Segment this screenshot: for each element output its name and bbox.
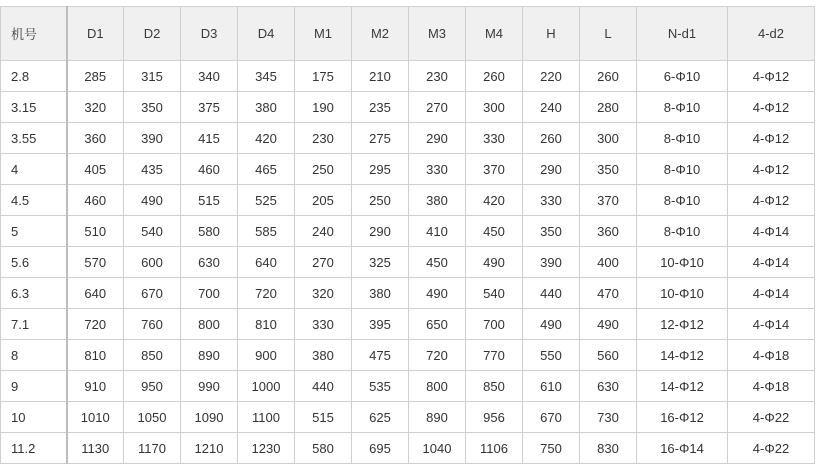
table-cell: 810 bbox=[238, 309, 295, 340]
table-cell: 370 bbox=[580, 185, 637, 216]
table-cell: 260 bbox=[580, 61, 637, 92]
table-cell: 4-Φ12 bbox=[728, 61, 815, 92]
table-cell: 1010 bbox=[67, 402, 124, 433]
table-cell: 290 bbox=[352, 216, 409, 247]
table-cell: 1000 bbox=[238, 371, 295, 402]
table-cell: 205 bbox=[295, 185, 352, 216]
table-cell: 4-Φ18 bbox=[728, 340, 815, 371]
model-number-cell: 11.2 bbox=[1, 433, 67, 464]
column-header: 机号 bbox=[1, 7, 67, 61]
table-cell: 670 bbox=[124, 278, 181, 309]
table-cell: 640 bbox=[67, 278, 124, 309]
table-cell: 250 bbox=[352, 185, 409, 216]
table-cell: 760 bbox=[124, 309, 181, 340]
table-cell: 8-Φ10 bbox=[637, 185, 728, 216]
table-cell: 700 bbox=[466, 309, 523, 340]
table-cell: 1130 bbox=[67, 433, 124, 464]
table-cell: 540 bbox=[466, 278, 523, 309]
table-cell: 1090 bbox=[181, 402, 238, 433]
table-cell: 350 bbox=[580, 154, 637, 185]
table-row bbox=[1, 154, 815, 185]
table-cell: 230 bbox=[295, 123, 352, 154]
table-cell: 6-Φ10 bbox=[637, 61, 728, 92]
model-number-cell: 8 bbox=[1, 340, 67, 371]
table-cell: 830 bbox=[580, 433, 637, 464]
table-cell: 890 bbox=[181, 340, 238, 371]
table-header bbox=[1, 7, 815, 61]
table-cell: 1230 bbox=[238, 433, 295, 464]
table-cell: 810 bbox=[67, 340, 124, 371]
table-cell: 220 bbox=[523, 61, 580, 92]
table-cell: 535 bbox=[352, 371, 409, 402]
table-cell: 515 bbox=[295, 402, 352, 433]
table-cell: 900 bbox=[238, 340, 295, 371]
table-cell: 770 bbox=[466, 340, 523, 371]
table-cell: 1040 bbox=[409, 433, 466, 464]
table-cell: 720 bbox=[409, 340, 466, 371]
table-cell: 330 bbox=[523, 185, 580, 216]
table-cell: 420 bbox=[466, 185, 523, 216]
model-number-cell: 4 bbox=[1, 154, 67, 185]
table-cell: 8-Φ10 bbox=[637, 123, 728, 154]
table-cell: 14-Φ12 bbox=[637, 371, 728, 402]
table-cell: 630 bbox=[580, 371, 637, 402]
table-cell: 580 bbox=[181, 216, 238, 247]
table-cell: 330 bbox=[409, 154, 466, 185]
model-number-cell: 7.1 bbox=[1, 309, 67, 340]
table-cell: 4-Φ14 bbox=[728, 247, 815, 278]
table-cell: 440 bbox=[295, 371, 352, 402]
table-cell: 585 bbox=[238, 216, 295, 247]
table-cell: 360 bbox=[67, 123, 124, 154]
table-cell: 235 bbox=[352, 92, 409, 123]
table-cell: 950 bbox=[124, 371, 181, 402]
table-cell: 4-Φ12 bbox=[728, 154, 815, 185]
dimension-spec-table bbox=[0, 6, 815, 464]
table-cell: 1050 bbox=[124, 402, 181, 433]
table-cell: 330 bbox=[295, 309, 352, 340]
table-cell: 720 bbox=[238, 278, 295, 309]
table-cell: 415 bbox=[181, 123, 238, 154]
table-cell: 400 bbox=[580, 247, 637, 278]
table-cell: 240 bbox=[295, 216, 352, 247]
table-cell: 800 bbox=[409, 371, 466, 402]
table-cell: 295 bbox=[352, 154, 409, 185]
table-cell: 350 bbox=[124, 92, 181, 123]
table-cell: 560 bbox=[580, 340, 637, 371]
table-row bbox=[1, 185, 815, 216]
column-header: D1 bbox=[67, 7, 124, 61]
column-header: M1 bbox=[295, 7, 352, 61]
table-cell: 695 bbox=[352, 433, 409, 464]
column-header: D3 bbox=[181, 7, 238, 61]
table-cell: 730 bbox=[580, 402, 637, 433]
table-row bbox=[1, 340, 815, 371]
table-cell: 510 bbox=[67, 216, 124, 247]
table-cell: 625 bbox=[352, 402, 409, 433]
table-row bbox=[1, 92, 815, 123]
table-body bbox=[1, 61, 815, 464]
column-header: M4 bbox=[466, 7, 523, 61]
table-cell: 285 bbox=[67, 61, 124, 92]
table-cell: 360 bbox=[580, 216, 637, 247]
header-row bbox=[1, 7, 815, 61]
model-number-cell: 9 bbox=[1, 371, 67, 402]
table-cell: 380 bbox=[352, 278, 409, 309]
table-cell: 350 bbox=[523, 216, 580, 247]
table-cell: 1100 bbox=[238, 402, 295, 433]
table-cell: 315 bbox=[124, 61, 181, 92]
table-cell: 4-Φ22 bbox=[728, 433, 815, 464]
table-cell: 345 bbox=[238, 61, 295, 92]
table-cell: 540 bbox=[124, 216, 181, 247]
table-cell: 325 bbox=[352, 247, 409, 278]
table-cell: 390 bbox=[124, 123, 181, 154]
table-cell: 450 bbox=[466, 216, 523, 247]
table-cell: 515 bbox=[181, 185, 238, 216]
table-cell: 380 bbox=[295, 340, 352, 371]
table-row bbox=[1, 278, 815, 309]
model-number-cell: 10 bbox=[1, 402, 67, 433]
table-cell: 600 bbox=[124, 247, 181, 278]
table-cell: 300 bbox=[580, 123, 637, 154]
table-cell: 450 bbox=[409, 247, 466, 278]
table-cell: 580 bbox=[295, 433, 352, 464]
table-row bbox=[1, 61, 815, 92]
table-cell: 670 bbox=[523, 402, 580, 433]
table-cell: 4-Φ12 bbox=[728, 185, 815, 216]
column-header: M2 bbox=[352, 7, 409, 61]
table-cell: 4-Φ18 bbox=[728, 371, 815, 402]
table-cell: 490 bbox=[124, 185, 181, 216]
table-cell: 890 bbox=[409, 402, 466, 433]
table-cell: 4-Φ12 bbox=[728, 123, 815, 154]
model-number-cell: 6.3 bbox=[1, 278, 67, 309]
table-cell: 435 bbox=[124, 154, 181, 185]
table-row bbox=[1, 123, 815, 154]
table-row bbox=[1, 247, 815, 278]
table-cell: 320 bbox=[67, 92, 124, 123]
table-cell: 440 bbox=[523, 278, 580, 309]
table-cell: 16-Φ14 bbox=[637, 433, 728, 464]
table-cell: 630 bbox=[181, 247, 238, 278]
table-cell: 525 bbox=[238, 185, 295, 216]
table-cell: 390 bbox=[523, 247, 580, 278]
table-cell: 1170 bbox=[124, 433, 181, 464]
column-header: H bbox=[523, 7, 580, 61]
table-cell: 175 bbox=[295, 61, 352, 92]
table-cell: 4-Φ12 bbox=[728, 92, 815, 123]
table-cell: 280 bbox=[580, 92, 637, 123]
model-number-cell: 2.8 bbox=[1, 61, 67, 92]
table-row bbox=[1, 433, 815, 464]
table-cell: 4-Φ22 bbox=[728, 402, 815, 433]
column-header: D2 bbox=[124, 7, 181, 61]
table-cell: 320 bbox=[295, 278, 352, 309]
table-cell: 550 bbox=[523, 340, 580, 371]
table-cell: 260 bbox=[523, 123, 580, 154]
table-cell: 4-Φ14 bbox=[728, 278, 815, 309]
table-cell: 270 bbox=[409, 92, 466, 123]
column-header: D4 bbox=[238, 7, 295, 61]
table-cell: 490 bbox=[466, 247, 523, 278]
table-cell: 275 bbox=[352, 123, 409, 154]
table-cell: 260 bbox=[466, 61, 523, 92]
table-cell: 240 bbox=[523, 92, 580, 123]
table-cell: 1106 bbox=[466, 433, 523, 464]
table-cell: 12-Φ12 bbox=[637, 309, 728, 340]
table-cell: 250 bbox=[295, 154, 352, 185]
table-cell: 4-Φ14 bbox=[728, 216, 815, 247]
table-cell: 990 bbox=[181, 371, 238, 402]
table-cell: 420 bbox=[238, 123, 295, 154]
table-cell: 490 bbox=[523, 309, 580, 340]
table-cell: 8-Φ10 bbox=[637, 154, 728, 185]
table-cell: 405 bbox=[67, 154, 124, 185]
model-number-cell: 4.5 bbox=[1, 185, 67, 216]
table-cell: 270 bbox=[295, 247, 352, 278]
table-cell: 4-Φ14 bbox=[728, 309, 815, 340]
table-cell: 850 bbox=[466, 371, 523, 402]
table-cell: 640 bbox=[238, 247, 295, 278]
table-cell: 300 bbox=[466, 92, 523, 123]
table-cell: 956 bbox=[466, 402, 523, 433]
table-row bbox=[1, 216, 815, 247]
table-cell: 850 bbox=[124, 340, 181, 371]
table-cell: 290 bbox=[523, 154, 580, 185]
table-cell: 10-Φ10 bbox=[637, 247, 728, 278]
table-cell: 610 bbox=[523, 371, 580, 402]
table-cell: 14-Φ12 bbox=[637, 340, 728, 371]
table-cell: 490 bbox=[580, 309, 637, 340]
column-header: L bbox=[580, 7, 637, 61]
table-cell: 490 bbox=[409, 278, 466, 309]
table-cell: 395 bbox=[352, 309, 409, 340]
table-cell: 470 bbox=[580, 278, 637, 309]
table-cell: 370 bbox=[466, 154, 523, 185]
table-cell: 700 bbox=[181, 278, 238, 309]
table-cell: 800 bbox=[181, 309, 238, 340]
table-cell: 570 bbox=[67, 247, 124, 278]
table-cell: 290 bbox=[409, 123, 466, 154]
column-header: 4-d2 bbox=[728, 7, 815, 61]
table-cell: 210 bbox=[352, 61, 409, 92]
model-number-cell: 5.6 bbox=[1, 247, 67, 278]
table-cell: 380 bbox=[409, 185, 466, 216]
table-cell: 16-Φ12 bbox=[637, 402, 728, 433]
table-cell: 1210 bbox=[181, 433, 238, 464]
table-cell: 750 bbox=[523, 433, 580, 464]
table-cell: 340 bbox=[181, 61, 238, 92]
table-cell: 375 bbox=[181, 92, 238, 123]
column-header: M3 bbox=[409, 7, 466, 61]
table-cell: 720 bbox=[67, 309, 124, 340]
table-cell: 650 bbox=[409, 309, 466, 340]
table-cell: 475 bbox=[352, 340, 409, 371]
column-header: N-d1 bbox=[637, 7, 728, 61]
table-cell: 380 bbox=[238, 92, 295, 123]
table-cell: 8-Φ10 bbox=[637, 92, 728, 123]
table-cell: 465 bbox=[238, 154, 295, 185]
model-number-cell: 5 bbox=[1, 216, 67, 247]
table-cell: 10-Φ10 bbox=[637, 278, 728, 309]
table-cell: 330 bbox=[466, 123, 523, 154]
table-cell: 910 bbox=[67, 371, 124, 402]
table-row bbox=[1, 402, 815, 433]
table-cell: 460 bbox=[181, 154, 238, 185]
model-number-cell: 3.55 bbox=[1, 123, 67, 154]
table-row bbox=[1, 309, 815, 340]
model-number-cell: 3.15 bbox=[1, 92, 67, 123]
table-cell: 8-Φ10 bbox=[637, 216, 728, 247]
table-cell: 190 bbox=[295, 92, 352, 123]
table-cell: 410 bbox=[409, 216, 466, 247]
table-cell: 230 bbox=[409, 61, 466, 92]
table-row bbox=[1, 371, 815, 402]
table-cell: 460 bbox=[67, 185, 124, 216]
